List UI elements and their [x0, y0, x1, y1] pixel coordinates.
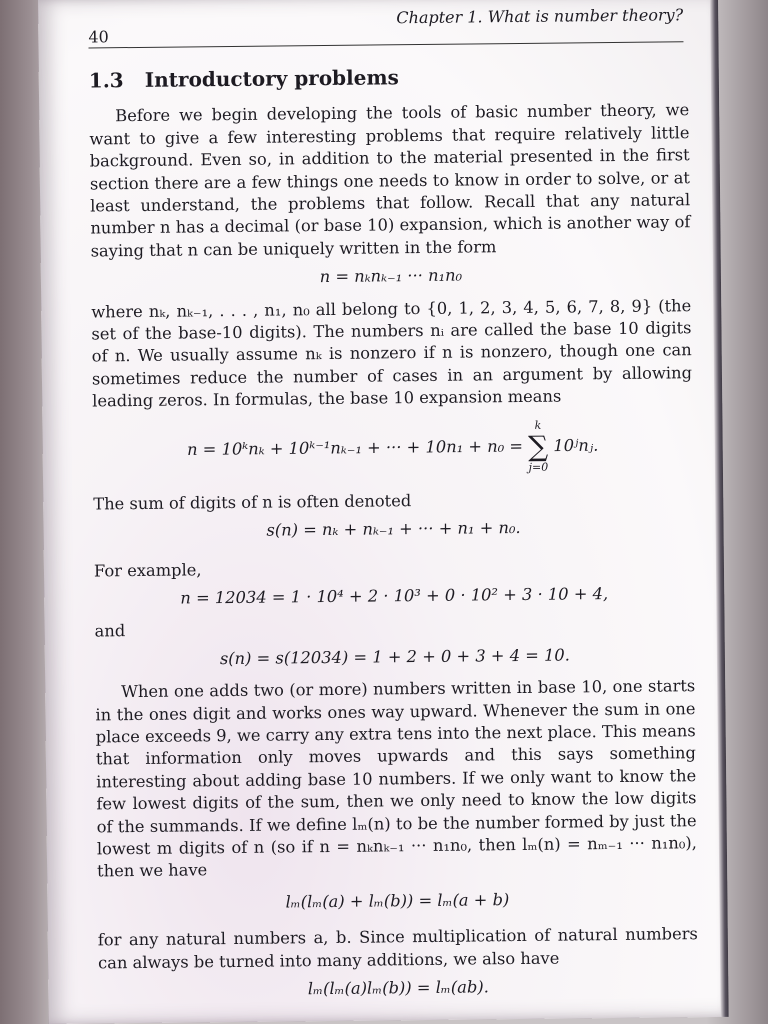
summation-symbol — [528, 418, 549, 474]
section-heading — [89, 63, 689, 92]
paragraph-sum-digits: The sum of digits of n is often denoted — [93, 490, 412, 514]
page-content — [89, 63, 699, 1013]
equation-text: n = 12034 = 1 · 10⁴ + 2 · 10³ + 0 · 10² + 3 · 10 + 4, — [180, 583, 609, 608]
equation-text: lₘ(lₘ(a) + lₘ(b)) = lₘ(a + b) — [285, 889, 510, 912]
paragraph-intro: Before we begin developing the tools of basic number theory, we want to give a few interesting problems that require relatively little background. Even so, in addition to the material presented in the first section there are a few things one needs to know in order to solve, or at least understand, the problems that follow. Recall that any natural number n has a decimal (or base 10) expansion, which is another way of saying that n can be uniquely written in the form — [89, 100, 691, 261]
sigma-icon: ∑ — [527, 429, 549, 463]
equation-text: s(n) = s(12034) = 1 + 2 + 0 + 3 + 4 = 10. — [219, 645, 570, 668]
book-page — [38, 0, 729, 1024]
paragraph-carrying: When one adds two (or more) numbers written in base 10, one starts in the ones digit and works ones way upward. Whenever the sum in one place exceeds 9, we carry any extra tens into the next place. This means that information only moves upwards and this says something interesting about adding base 10 numbers. If we only want to know the few lowest digits of the sum, then we only need to know the low digits of the summands. If we define lₘ(n) to be the number formed by just the lowest m digits of n (so if n = nₖnₖ₋₁ ··· n₁n₀, then lₘ(n) = nₘ₋₁ ··· n₁n₀), then we have — [95, 676, 697, 881]
equation-base10-expansion — [92, 417, 693, 479]
section-number: 1.3 — [88, 68, 124, 93]
equation-example-expansion — [94, 582, 694, 611]
equation-text: lₘ(lₘ(a)lₘ(b)) = lₘ(ab). — [307, 977, 489, 999]
equation-example-sum — [95, 643, 695, 672]
paragraph-digits: where nₖ, nₖ₋₁, . . . , n₁, n₀ all belong to {0, 1, 2, 3, 4, 5, 6, 7, 8, 9} (the set of the base-10 digits). The numbers nᵢ are called the base 10 digits of n. We usually assume nₖ is nonzero if n is nonzero, though one can sometimes reduce the number of cases in an argument by allowing leading zeros. In formulas, the base 10 expansion means — [91, 295, 693, 411]
equation-decimal-form — [91, 262, 691, 291]
equation-lm-multiplication — [98, 974, 698, 1003]
paragraph-and: and — [94, 621, 126, 641]
running-head — [88, 1, 683, 48]
equation-lm-addition — [97, 887, 697, 916]
paragraph-multiplication: for any natural numbers a, b. Since multiplication of natural numbers can always be turned into many additions, we also have — [97, 924, 698, 973]
equation-digit-sum — [93, 515, 693, 544]
sum-upper-limit: k — [534, 418, 542, 432]
section-title: Introductory problems — [144, 65, 399, 92]
sum-lower-limit: j=0 — [528, 460, 549, 474]
paragraph-for-example: For example, — [93, 559, 202, 580]
equation-text: n = nₖnₖ₋₁ ··· n₁n₀ — [319, 265, 463, 287]
equation-left: n = 10ᵏnₖ + 10ᵏ⁻¹nₖ₋₁ + ··· + 10n₁ + n₀ = — [186, 436, 524, 459]
equation-right: 10ʲnⱼ. — [553, 435, 599, 455]
chapter-title: Chapter 1. What is number theory? — [396, 5, 684, 28]
page-number: 40 — [88, 27, 109, 47]
equation-text: s(n) = nₖ + nₖ₋₁ + ··· + n₁ + n₀. — [266, 518, 521, 540]
